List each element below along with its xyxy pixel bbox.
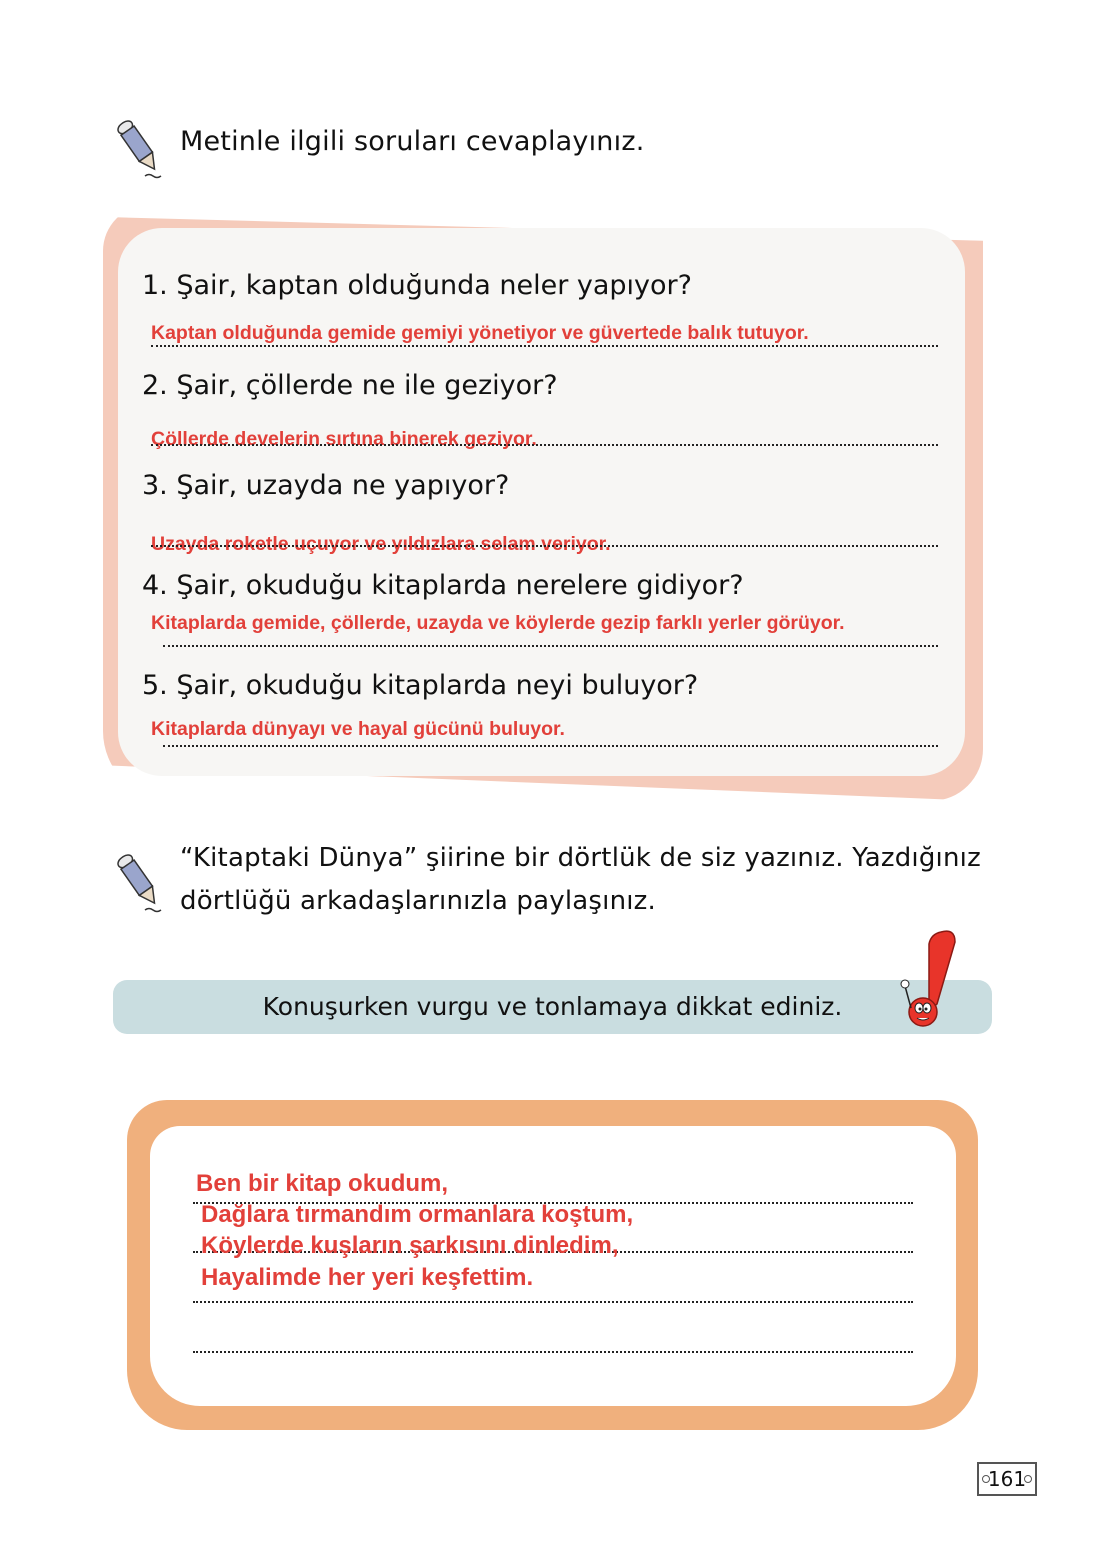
answer-line-5[interactable] xyxy=(163,745,938,747)
answer-line-1[interactable] xyxy=(151,345,938,347)
exclamation-mascot-icon xyxy=(895,928,965,1030)
poem-line-4[interactable] xyxy=(193,1351,913,1353)
section-heading-line-1: “Kitaptaki Dünya” şiirine bir dörtlük de siz yazınız. Yazdığınız xyxy=(180,843,981,873)
screw-icon xyxy=(982,1475,990,1483)
page-number xyxy=(977,1462,1037,1496)
section-heading: Metinle ilgili soruları cevaplayınız. xyxy=(180,126,645,157)
answer-line-2[interactable] xyxy=(151,444,938,446)
poem-line-3[interactable] xyxy=(193,1301,913,1303)
question-4: 4. Şair, okuduğu kitaplarda nerelere gidiyor? xyxy=(142,570,744,601)
answer-1: Kaptan olduğunda gemide gemiyi yönetiyor ve güvertede balık tutuyor. xyxy=(151,322,809,344)
poem-text-1: Ben bir kitap okudum, xyxy=(196,1170,449,1197)
poem-text-3: Köylerde kuşların şarkısını dinledim, xyxy=(201,1232,619,1259)
question-3: 3. Şair, uzayda ne yapıyor? xyxy=(142,470,510,501)
section-heading-line-2: dörtlüğü arkadaşlarınızla paylaşınız. xyxy=(180,886,656,916)
answer-4: Kitaplarda gemide, çöllerde, uzayda ve köylerde gezip farklı yerler görüyor. xyxy=(151,612,845,634)
pencil-icon xyxy=(115,846,163,916)
answer-2: Çöllerde develerin sırtına binerek geziyor. xyxy=(151,428,537,450)
poem-text-2: Dağlara tırmandım ormanlara koştum, xyxy=(201,1201,634,1228)
poem-text-4: Hayalimde her yeri keşfettim. xyxy=(201,1264,534,1291)
question-5: 5. Şair, okuduğu kitaplarda neyi buluyor? xyxy=(142,670,699,701)
answer-line-4[interactable] xyxy=(163,645,938,647)
question-1: 1. Şair, kaptan olduğunda neler yapıyor? xyxy=(142,270,692,301)
page-number-text: 161 xyxy=(987,1467,1027,1491)
screw-icon xyxy=(1024,1475,1032,1483)
answer-line-3[interactable] xyxy=(151,545,938,547)
question-2: 2. Şair, çöllerde ne ile geziyor? xyxy=(142,370,558,401)
answer-5: Kitaplarda dünyayı ve hayal gücünü buluyor. xyxy=(151,718,565,740)
answer-3: Uzayda roketle uçuyor ve yıldızlara selam veriyor. xyxy=(151,533,611,555)
pencil-icon xyxy=(115,112,163,182)
tip-banner-text: Konuşurken vurgu ve tonlamaya dikkat ediniz. xyxy=(262,992,843,1021)
